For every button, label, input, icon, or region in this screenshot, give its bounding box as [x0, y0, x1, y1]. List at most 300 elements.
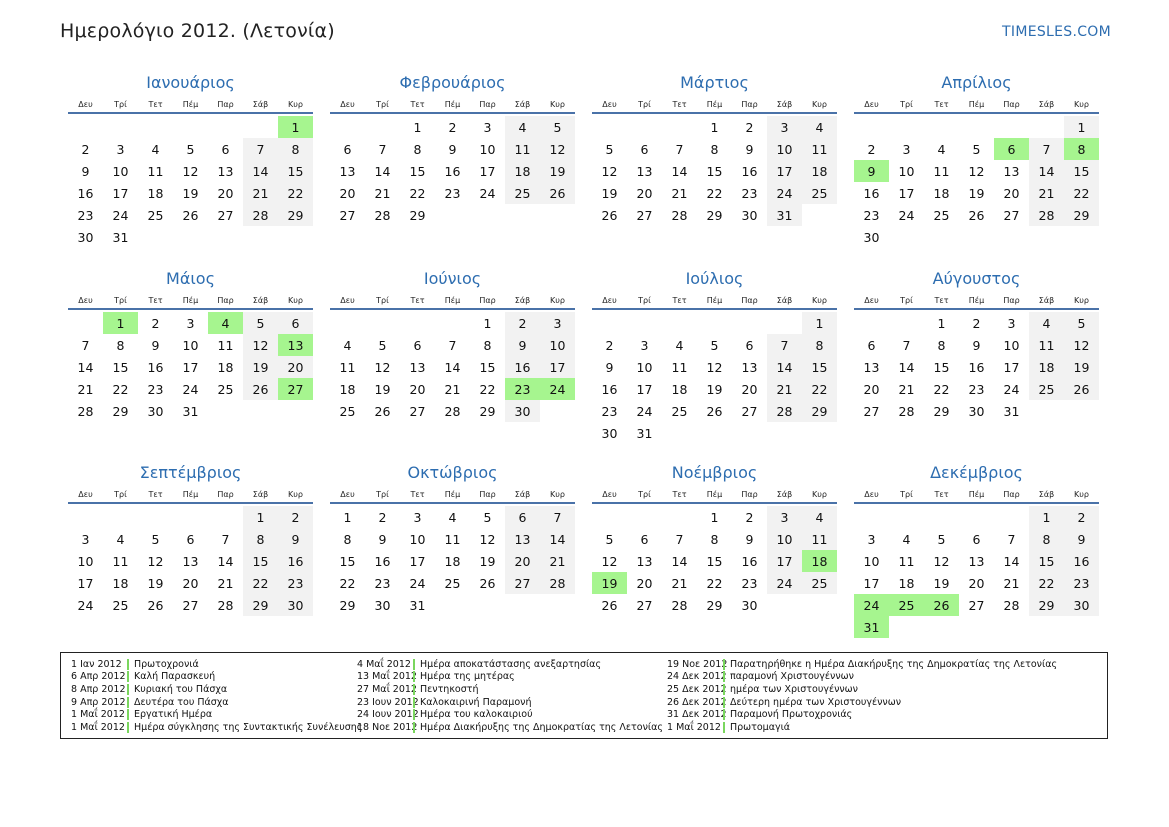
- day-cell: 30: [601, 425, 618, 441]
- day-cell: 4: [937, 141, 946, 157]
- day-cell: 13: [636, 553, 653, 569]
- weekday-label: Παρ: [741, 490, 758, 499]
- day-cell: 21: [444, 381, 461, 397]
- day-cell: 13: [182, 553, 199, 569]
- day-cell: 5: [937, 531, 946, 547]
- day-cell: 1: [1029, 506, 1064, 528]
- day-cell: 18: [505, 160, 540, 182]
- day-cell: 14: [1003, 553, 1020, 569]
- day-cell: 6: [221, 141, 230, 157]
- day-cell: 4: [343, 337, 352, 353]
- day-cell: 12: [540, 138, 575, 160]
- day-cell: 12: [374, 359, 391, 375]
- day-cell: 27: [863, 403, 880, 419]
- day-cell: 14: [243, 160, 278, 182]
- empty-cell: [924, 116, 959, 138]
- day-cell: 19: [1064, 356, 1099, 378]
- weekday-label: Τρί: [376, 296, 389, 305]
- day-cell: 21: [1003, 575, 1020, 591]
- holiday-row: [347, 683, 663, 696]
- day-cell: 30: [741, 597, 758, 613]
- day-cell: 29: [802, 400, 837, 422]
- weekday-label: Κυρ: [812, 490, 827, 499]
- day-cell: 8: [413, 141, 422, 157]
- day-cell: 25: [802, 182, 837, 204]
- day-cell: 28: [1029, 204, 1064, 226]
- month-name: Δεκέμβριος: [930, 463, 1023, 482]
- holiday-row: [61, 683, 362, 696]
- day-cell: 26: [601, 597, 618, 613]
- day-cell: 7: [675, 531, 684, 547]
- day-cell: 26: [479, 575, 496, 591]
- weekday-label: Δευ: [602, 296, 617, 305]
- day-cell: 10: [112, 163, 129, 179]
- weekday-label: Πέμ: [182, 100, 199, 109]
- empty-cell: [208, 506, 243, 528]
- day-cell: 8: [1064, 138, 1099, 160]
- day-cell: 31: [409, 597, 426, 613]
- day-cell: 3: [186, 315, 195, 331]
- holiday-name: παραμονή Χριστουγέννων: [723, 671, 854, 682]
- day-cell: 12: [147, 553, 164, 569]
- day-cell: 15: [802, 356, 837, 378]
- day-cell: 19: [933, 575, 950, 591]
- day-cell: 30: [374, 597, 391, 613]
- day-cell: 24: [77, 597, 94, 613]
- day-cell: 5: [1064, 312, 1099, 334]
- day-cell: 18: [112, 575, 129, 591]
- holiday-name: Καλοκαιρινή Παραμονή: [413, 697, 531, 708]
- day-cell: 25: [671, 403, 688, 419]
- day-cell: 15: [112, 359, 129, 375]
- day-cell: 8: [937, 337, 946, 353]
- day-cell: 6: [186, 531, 195, 547]
- weekday-label: Πέμ: [444, 100, 461, 109]
- day-cell: 6: [640, 531, 649, 547]
- holiday-date: 13 Μαΐ 2012: [357, 671, 417, 683]
- month: [592, 462, 837, 662]
- weekday-label: Τρί: [376, 100, 389, 109]
- day-cell: 10: [767, 138, 802, 160]
- day-cell: 16: [968, 359, 985, 375]
- day-cell: 16: [77, 185, 94, 201]
- day-cell: 7: [448, 337, 457, 353]
- weekday-label: Δευ: [864, 100, 879, 109]
- empty-cell: [365, 116, 400, 138]
- weekday-label: Σάβ: [252, 296, 269, 305]
- holiday-date: 24 Δεκ 2012: [667, 671, 727, 683]
- day-cell: 25: [217, 381, 234, 397]
- weekday-label: Παρ: [1003, 296, 1020, 305]
- weekday-label: Πέμ: [444, 296, 461, 305]
- day-cell: 16: [741, 553, 758, 569]
- weekday-label: Κυρ: [1074, 296, 1089, 305]
- empty-cell: [243, 116, 278, 138]
- holiday-row: [657, 658, 1057, 671]
- holiday-date: 31 Δεκ 2012: [667, 709, 727, 721]
- empty-cell: [889, 116, 924, 138]
- day-cell: 2: [81, 141, 90, 157]
- weekday-label: Δευ: [602, 490, 617, 499]
- day-cell: 17: [863, 575, 880, 591]
- day-cell: 30: [505, 400, 540, 422]
- day-cell: 3: [81, 531, 90, 547]
- month: [68, 462, 313, 662]
- holiday-row: [347, 708, 663, 721]
- weekday-header: [330, 296, 575, 310]
- day-cell: 27: [505, 572, 540, 594]
- weekday-label: Τετ: [672, 296, 687, 305]
- month: [592, 72, 837, 268]
- day-cell: 11: [1029, 334, 1064, 356]
- weekday-label: Κυρ: [812, 296, 827, 305]
- empty-cell: [173, 506, 208, 528]
- day-cell: 10: [77, 553, 94, 569]
- weekday-label: Δευ: [78, 296, 93, 305]
- day-cell: 22: [706, 185, 723, 201]
- day-grid: [854, 506, 1099, 638]
- empty-cell: [697, 312, 732, 334]
- day-cell: 11: [802, 138, 837, 160]
- day-cell: 18: [671, 381, 688, 397]
- day-grid: [68, 116, 313, 248]
- weekday-label: Σάβ: [776, 100, 793, 109]
- day-cell: 9: [605, 359, 614, 375]
- empty-cell: [365, 312, 400, 334]
- day-cell: 26: [243, 378, 278, 400]
- weekday-header: [592, 490, 837, 504]
- day-cell: 21: [767, 378, 802, 400]
- day-grid: [592, 506, 837, 616]
- day-cell: 13: [339, 163, 356, 179]
- day-cell: 1: [343, 509, 352, 525]
- weekday-label: Πέμ: [444, 490, 461, 499]
- month-name: Φεβρουάριος: [399, 73, 506, 92]
- day-cell: 17: [767, 550, 802, 572]
- day-cell: 23: [505, 378, 540, 400]
- day-cell: 11: [339, 359, 356, 375]
- day-cell: 14: [767, 356, 802, 378]
- day-cell: 20: [278, 356, 313, 378]
- weekday-label: Σάβ: [252, 100, 269, 109]
- day-cell: 25: [444, 575, 461, 591]
- empty-cell: [435, 312, 470, 334]
- day-cell: 6: [413, 337, 422, 353]
- day-cell: 28: [217, 597, 234, 613]
- day-cell: 6: [343, 141, 352, 157]
- day-cell: 11: [505, 138, 540, 160]
- weekday-label: Τρί: [900, 490, 913, 499]
- weekday-header: [854, 100, 1099, 114]
- month-name: Μάιος: [166, 269, 215, 288]
- day-cell: 22: [243, 572, 278, 594]
- day-grid: [854, 312, 1099, 422]
- weekday-label: Τρί: [376, 490, 389, 499]
- day-cell: 28: [77, 403, 94, 419]
- day-cell: 12: [601, 553, 618, 569]
- day-cell: 28: [898, 403, 915, 419]
- day-cell: 9: [505, 334, 540, 356]
- weekday-header: [592, 100, 837, 114]
- holiday-row: [61, 708, 362, 721]
- day-cell: 10: [898, 163, 915, 179]
- day-cell: 15: [339, 553, 356, 569]
- holiday-date: 18 Νοε 2012: [357, 721, 418, 733]
- day-cell: 21: [671, 185, 688, 201]
- day-cell: 15: [933, 359, 950, 375]
- day-cell: 18: [147, 185, 164, 201]
- weekday-label: Πέμ: [706, 490, 723, 499]
- day-cell: 17: [636, 381, 653, 397]
- day-cell: 22: [409, 185, 426, 201]
- weekday-label: Πέμ: [182, 296, 199, 305]
- holiday-name: Παραμονή Πρωτοχρονιάς: [723, 709, 852, 720]
- day-cell: 14: [671, 553, 688, 569]
- weekday-header: [854, 490, 1099, 504]
- weekday-label: Παρ: [1003, 100, 1020, 109]
- month-name: Ιούνιος: [423, 269, 482, 288]
- day-cell: 20: [217, 185, 234, 201]
- weekday-label: Τετ: [934, 490, 949, 499]
- weekday-label: Πέμ: [706, 296, 723, 305]
- day-cell: 2: [745, 119, 754, 135]
- day-cell: 20: [968, 575, 985, 591]
- day-cell: 12: [1064, 334, 1099, 356]
- day-cell: 2: [867, 141, 876, 157]
- day-cell: 19: [374, 381, 391, 397]
- day-cell: 25: [1029, 378, 1064, 400]
- day-cell: 22: [706, 575, 723, 591]
- day-cell: 12: [968, 163, 985, 179]
- holiday-name: Δευτέρα του Πάσχα: [127, 697, 229, 708]
- month: [330, 72, 575, 268]
- weekday-label: Σάβ: [514, 296, 531, 305]
- day-cell: 14: [898, 359, 915, 375]
- weekday-label: Κυρ: [1074, 100, 1089, 109]
- day-cell: 15: [243, 550, 278, 572]
- holiday-date: 27 Μαΐ 2012: [357, 683, 417, 695]
- day-cell: 7: [675, 141, 684, 157]
- day-cell: 31: [182, 403, 199, 419]
- month: [330, 462, 575, 662]
- month-name: Οκτώβριος: [407, 463, 498, 482]
- day-cell: 17: [898, 185, 915, 201]
- month: [592, 268, 837, 462]
- day-grid: [592, 312, 837, 444]
- empty-cell: [924, 506, 959, 528]
- day-cell: 19: [592, 572, 627, 594]
- holiday-name: Καλή Παρασκευή: [127, 671, 215, 682]
- day-cell: 9: [278, 528, 313, 550]
- month: [854, 462, 1099, 662]
- day-cell: 13: [741, 359, 758, 375]
- day-cell: 12: [243, 334, 278, 356]
- day-cell: 20: [741, 381, 758, 397]
- day-cell: 22: [933, 381, 950, 397]
- empty-cell: [662, 312, 697, 334]
- weekday-header: [330, 100, 575, 114]
- day-cell: 23: [968, 381, 985, 397]
- month: [854, 268, 1099, 462]
- day-cell: 23: [444, 185, 461, 201]
- day-cell: 22: [278, 182, 313, 204]
- weekday-label: Κυρ: [550, 490, 565, 499]
- weekday-label: Δευ: [864, 296, 879, 305]
- holiday-date: 1 Μαΐ 2012: [71, 709, 125, 721]
- day-cell: 22: [479, 381, 496, 397]
- day-cell: 12: [706, 359, 723, 375]
- weekday-label: Τετ: [148, 296, 163, 305]
- day-cell: 9: [378, 531, 387, 547]
- weekday-label: Δευ: [602, 100, 617, 109]
- weekday-label: Πέμ: [968, 296, 985, 305]
- empty-cell: [400, 312, 435, 334]
- weekday-label: Παρ: [741, 100, 758, 109]
- day-cell: 18: [339, 381, 356, 397]
- day-grid: [330, 312, 575, 422]
- weekday-label: Σάβ: [514, 490, 531, 499]
- empty-cell: [959, 116, 994, 138]
- day-cell: 10: [409, 531, 426, 547]
- day-cell: 15: [409, 163, 426, 179]
- day-cell: 7: [81, 337, 90, 353]
- day-cell: 27: [339, 207, 356, 223]
- empty-cell: [592, 506, 627, 528]
- day-cell: 28: [671, 207, 688, 223]
- day-cell: 4: [802, 116, 837, 138]
- day-cell: 18: [802, 160, 837, 182]
- day-cell: 1: [243, 506, 278, 528]
- day-cell: 1: [1064, 116, 1099, 138]
- day-cell: 29: [1029, 594, 1064, 616]
- holiday-name: Εργατική Ημέρα: [127, 709, 212, 720]
- weekday-label: Πέμ: [968, 100, 985, 109]
- day-cell: 17: [767, 160, 802, 182]
- day-cell: 26: [706, 403, 723, 419]
- day-cell: 11: [933, 163, 950, 179]
- day-cell: 1: [483, 315, 492, 331]
- day-cell: 17: [479, 163, 496, 179]
- day-cell: 1: [413, 119, 422, 135]
- weekday-label: Δευ: [78, 490, 93, 499]
- day-grid: [330, 116, 575, 226]
- day-cell: 4: [208, 312, 243, 334]
- day-cell: 8: [710, 141, 719, 157]
- day-cell: 10: [1003, 337, 1020, 353]
- day-cell: 25: [147, 207, 164, 223]
- weekday-label: Τρί: [114, 490, 127, 499]
- day-cell: 9: [1064, 528, 1099, 550]
- day-cell: 15: [706, 163, 723, 179]
- holiday-name: Ημέρα σύγκλησης της Συντακτικής Συνέλευσης: [127, 722, 362, 733]
- weekday-label: Πέμ: [706, 100, 723, 109]
- day-cell: 23: [1064, 572, 1099, 594]
- weekday-label: Κυρ: [288, 100, 303, 109]
- day-cell: 16: [278, 550, 313, 572]
- day-cell: 30: [863, 229, 880, 245]
- day-cell: 5: [540, 116, 575, 138]
- weekday-label: Δευ: [864, 490, 879, 499]
- day-cell: 24: [854, 594, 889, 616]
- site-link[interactable]: TIMESLES.COM: [1002, 24, 1111, 40]
- weekday-label: Τετ: [672, 100, 687, 109]
- day-cell: 27: [409, 403, 426, 419]
- day-cell: 14: [671, 163, 688, 179]
- day-cell: 5: [378, 337, 387, 353]
- day-cell: 30: [741, 207, 758, 223]
- month-name: Μάρτιος: [680, 73, 749, 92]
- weekday-header: [592, 296, 837, 310]
- day-cell: 3: [413, 509, 422, 525]
- day-cell: 8: [116, 337, 125, 353]
- day-cell: 22: [802, 378, 837, 400]
- holiday-date: 1 Ιαν 2012: [71, 658, 122, 670]
- weekday-label: Σάβ: [776, 490, 793, 499]
- page-title: Ημερολόγιο 2012. (Λετονία): [60, 20, 335, 42]
- empty-cell: [959, 506, 994, 528]
- day-cell: 1: [710, 119, 719, 135]
- day-cell: 2: [1064, 506, 1099, 528]
- day-cell: 21: [77, 381, 94, 397]
- day-cell: 20: [409, 381, 426, 397]
- day-cell: 20: [636, 575, 653, 591]
- day-cell: 17: [112, 185, 129, 201]
- holiday-column-1: [61, 658, 362, 734]
- day-cell: 20: [863, 381, 880, 397]
- day-cell: 21: [243, 182, 278, 204]
- months-grid: [68, 72, 1099, 662]
- day-cell: 7: [1029, 138, 1064, 160]
- day-cell: 16: [741, 163, 758, 179]
- weekday-label: Σάβ: [776, 296, 793, 305]
- holiday-name: Ημέρα Διακήρυξης της Δημοκρατίας της Λετονίας: [413, 722, 663, 733]
- day-cell: 18: [802, 550, 837, 572]
- day-cell: 8: [1029, 528, 1064, 550]
- day-cell: 9: [745, 141, 754, 157]
- day-cell: 27: [968, 597, 985, 613]
- weekday-label: Παρ: [217, 490, 234, 499]
- day-cell: 2: [972, 315, 981, 331]
- holiday-date: 25 Δεκ 2012: [667, 683, 727, 695]
- month: [854, 72, 1099, 268]
- day-cell: 16: [374, 553, 391, 569]
- day-grid: [330, 506, 575, 616]
- day-cell: 12: [182, 163, 199, 179]
- holiday-row: [657, 671, 1057, 684]
- month: [68, 72, 313, 268]
- day-cell: 1: [278, 116, 313, 138]
- day-cell: 11: [671, 359, 688, 375]
- day-cell: 16: [505, 356, 540, 378]
- day-cell: 19: [540, 160, 575, 182]
- day-cell: 9: [854, 160, 889, 182]
- day-cell: 26: [374, 403, 391, 419]
- day-cell: 3: [767, 506, 802, 528]
- empty-cell: [138, 506, 173, 528]
- day-cell: 19: [182, 185, 199, 201]
- empty-cell: [138, 116, 173, 138]
- day-cell: 6: [867, 337, 876, 353]
- day-cell: 1: [802, 312, 837, 334]
- day-cell: 25: [889, 594, 924, 616]
- day-cell: 20: [339, 185, 356, 201]
- empty-cell: [173, 116, 208, 138]
- empty-cell: [662, 506, 697, 528]
- day-cell: 4: [151, 141, 160, 157]
- day-cell: 14: [374, 163, 391, 179]
- holiday-row: [61, 721, 362, 734]
- weekday-label: Παρ: [479, 296, 496, 305]
